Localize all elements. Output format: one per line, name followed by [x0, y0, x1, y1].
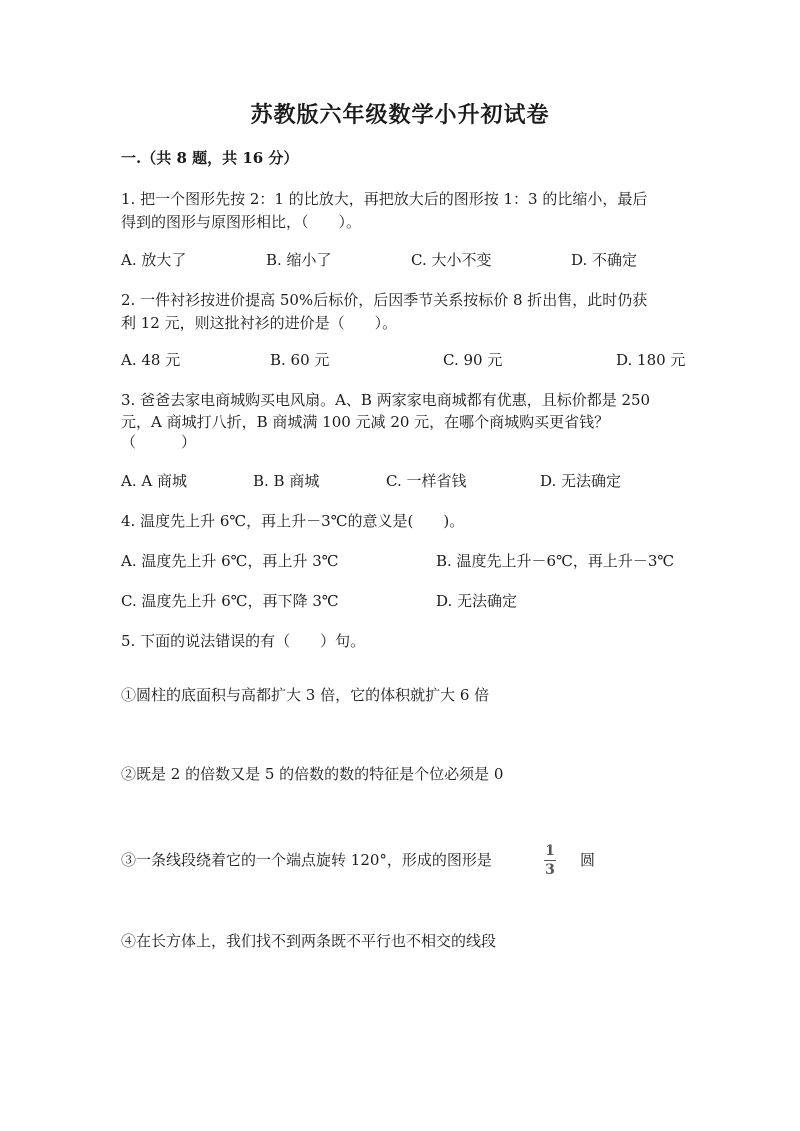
question-3-line-3: （ ） — [121, 433, 197, 451]
question-4-line-1: 4. 温度先上升 6℃，再上升－3℃的意义是( )。 — [121, 512, 465, 530]
question-5-statement-2: ②既是 2 的倍数又是 5 的倍数的数的特征是个位必须是 0 — [121, 765, 504, 783]
fraction-denominator: 3 — [545, 862, 555, 878]
question-1-line-2: 得到的图形与原图形相比，（ ）。 — [121, 213, 362, 231]
fraction-one-third — [540, 843, 560, 878]
question-4-option-a: A. 温度先上升 6℃，再上升 3℃ — [121, 552, 339, 570]
question-2-option-d: D. 180 元 — [616, 351, 686, 369]
question-2-line-2: 利 12 元，则这批衬衫的进价是（ ）。 — [121, 314, 398, 332]
question-2-line-1: 2. 一件衬衫按进价提高 50%后标价，后因季节关系按标价 8 折出售，此时仍获 — [121, 291, 648, 309]
question-3-line-2: 元，A 商城打八折，B 商城满 100 元减 20 元，在哪个商城购买更省钱？ — [121, 413, 610, 431]
question-5-statement-3: ③一条线段绕着它的一个端点旋转 120°，形成的图形是 — [121, 851, 492, 869]
question-5-line-1: 5. 下面的说法错误的有（ ）句。 — [121, 632, 366, 650]
question-3-option-b: B. B 商城 — [253, 472, 320, 490]
question-1-option-c: C. 大小不变 — [411, 251, 492, 269]
question-1-option-b: B. 缩小了 — [266, 251, 332, 269]
question-4-option-b: B. 温度先上升－6℃，再上升－3℃ — [436, 552, 675, 570]
question-1-option-a: A. 放大了 — [121, 251, 187, 269]
question-5-statement-4: ④在长方体上，我们找不到两条既不平行也不相交的线段 — [121, 932, 497, 950]
question-1-line-1: 1. 把一个图形先按 2：1 的比放大，再把放大后的图形按 1：3 的比缩小，最后 — [121, 190, 648, 208]
question-4-option-c: C. 温度先上升 6℃，再下降 3℃ — [121, 592, 339, 610]
question-2-option-a: A. 48 元 — [121, 351, 181, 369]
page-title: 苏教版六年级数学小升初试卷 — [250, 102, 550, 128]
question-5-statement-3-suffix: 圆 — [580, 851, 596, 869]
question-3-option-a: A. A 商城 — [121, 472, 187, 490]
question-5-statement-1: ①圆柱的底面积与高都扩大 3 倍，它的体积就扩大 6 倍 — [121, 686, 490, 704]
fraction-numerator: 1 — [545, 843, 555, 859]
question-4-option-d: D. 无法确定 — [436, 592, 518, 610]
question-3-option-c: C. 一样省钱 — [386, 472, 467, 490]
fraction-bar — [544, 860, 556, 861]
question-3-option-d: D. 无法确定 — [540, 472, 622, 490]
question-1-option-d: D. 不确定 — [571, 251, 638, 269]
section-heading: 一.（共 8 题，共 16 分） — [121, 149, 299, 167]
question-2-option-b: B. 60 元 — [270, 351, 330, 369]
question-3-line-1: 3. 爸爸去家电商城购买电风扇。A、B 两家家电商城都有优惠，且标价都是 250 — [121, 391, 651, 409]
question-2-option-c: C. 90 元 — [443, 351, 503, 369]
